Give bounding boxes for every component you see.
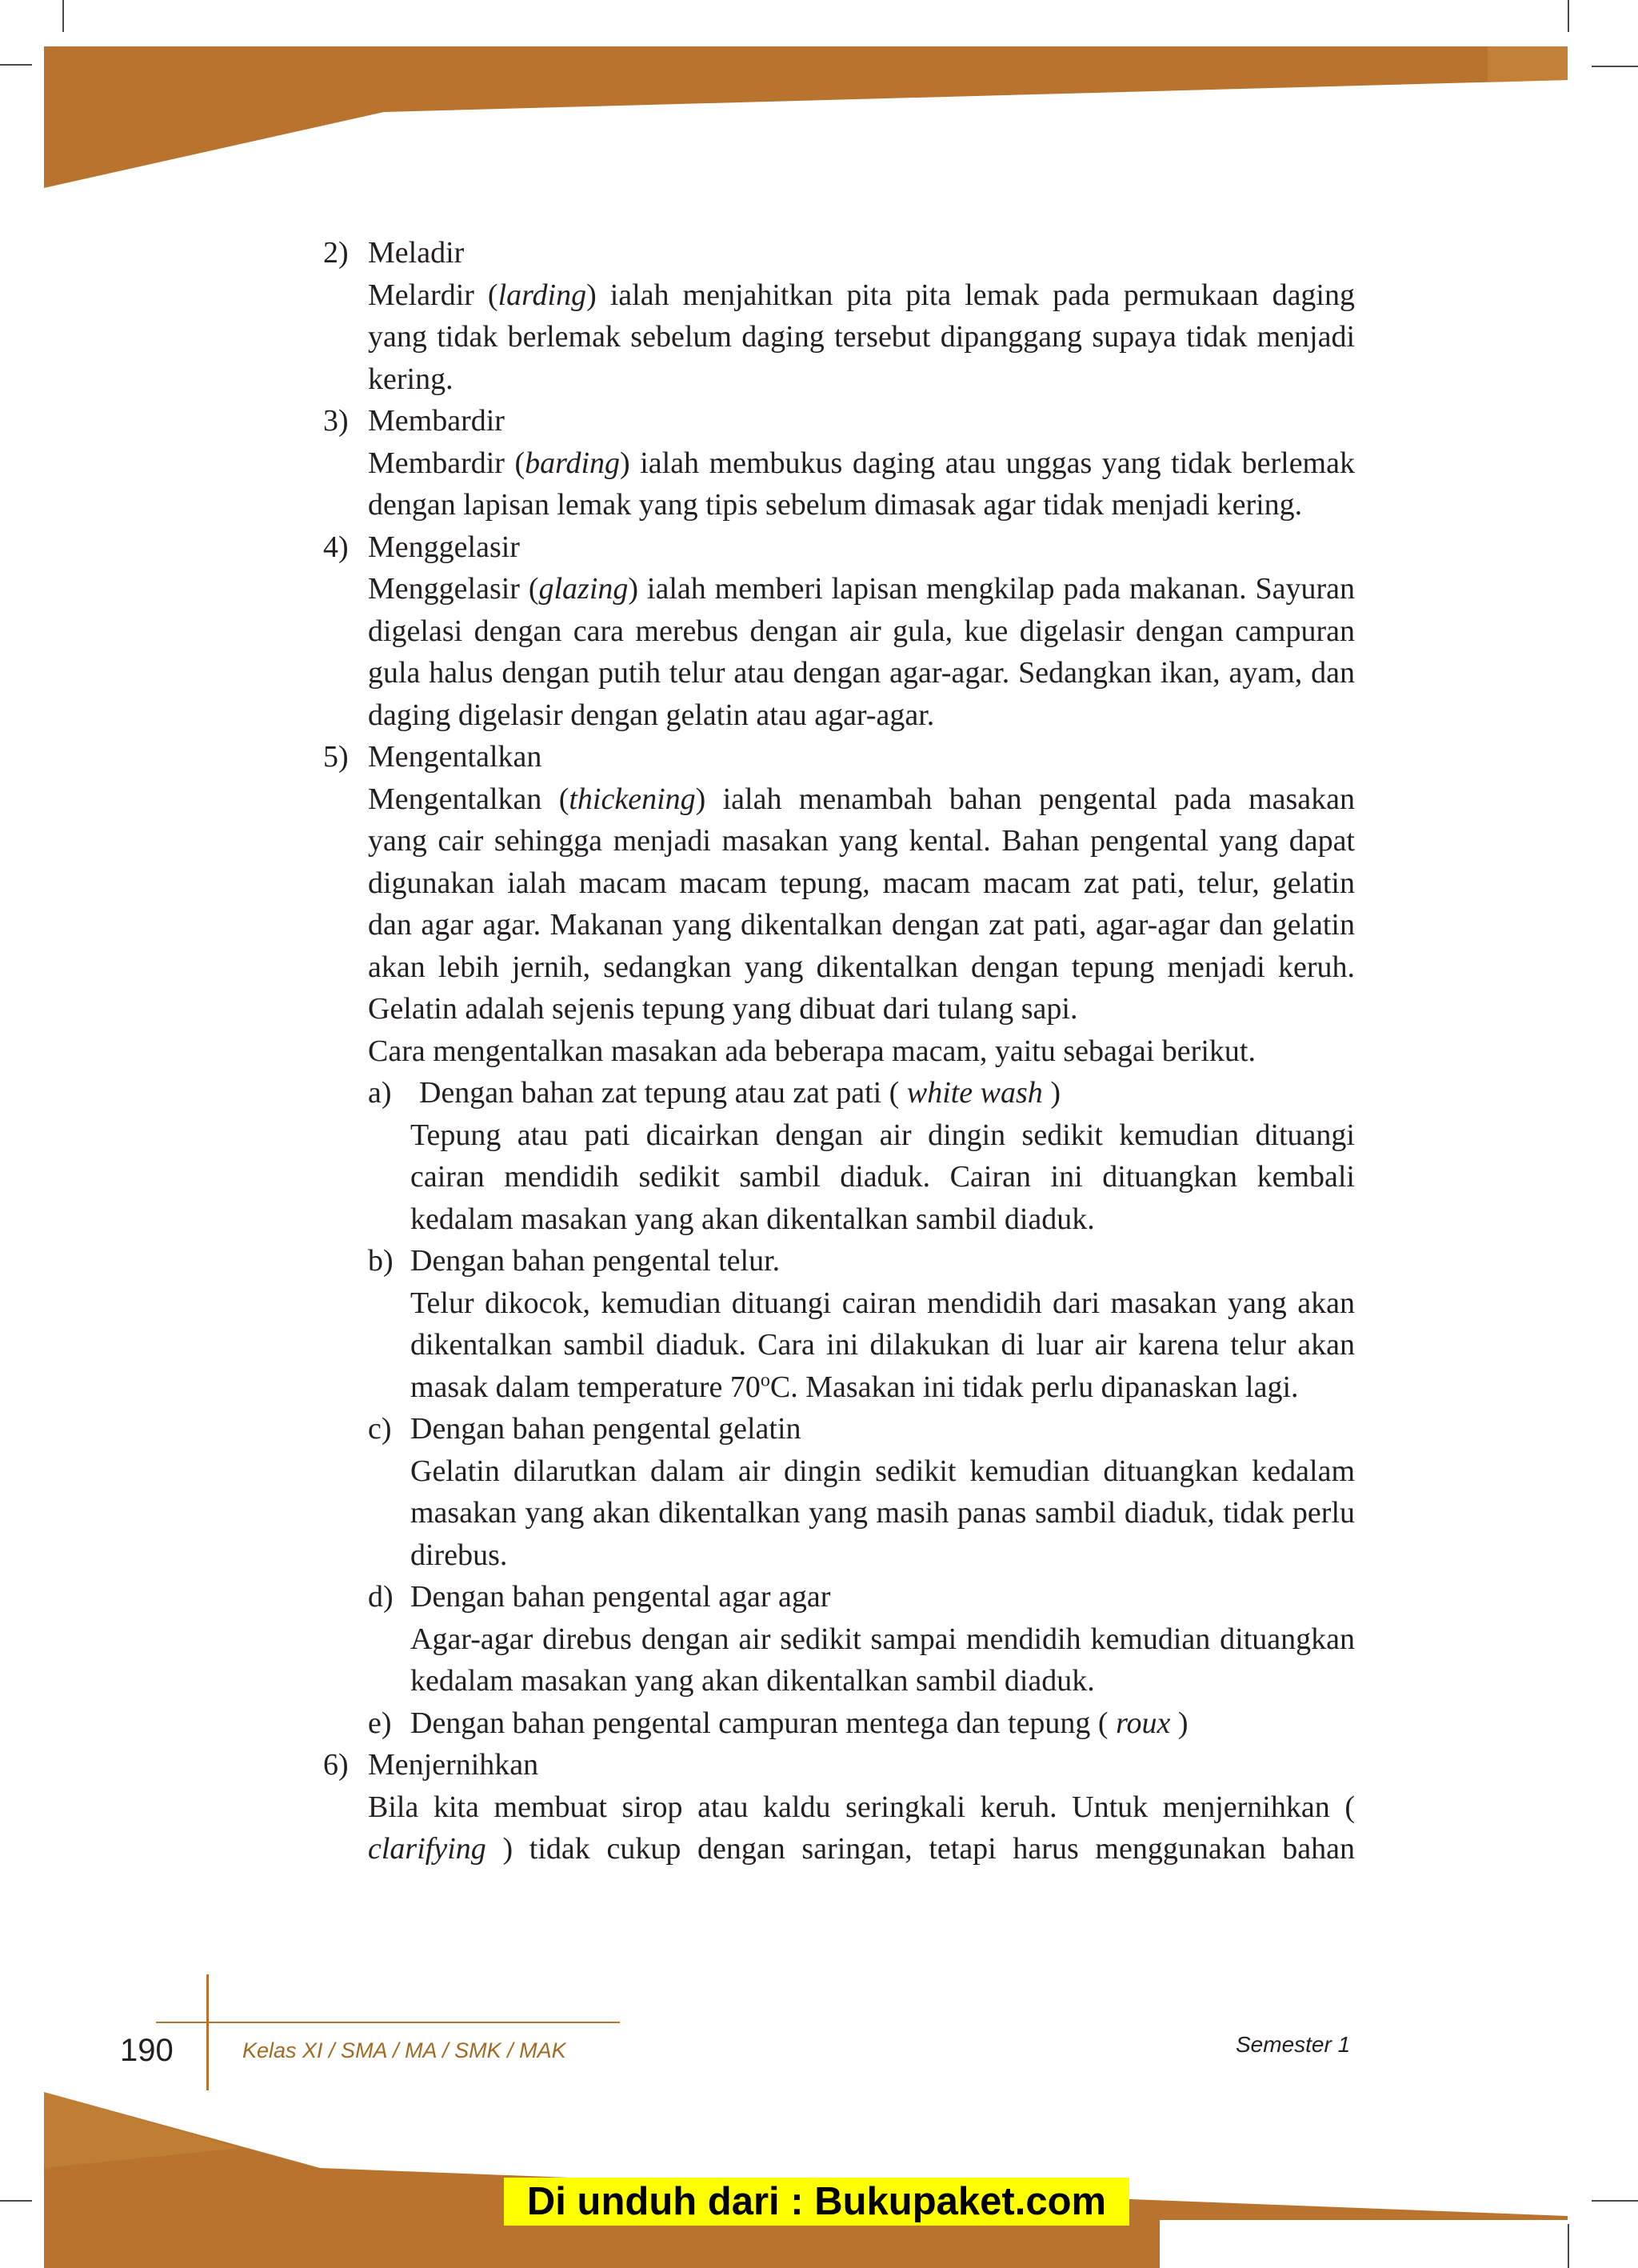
footer-horizontal-rule xyxy=(156,2022,620,2023)
footer-class-label: Kelas XI / SMA / MA / SMK / MAK xyxy=(242,2038,566,2062)
header-band xyxy=(0,0,1638,192)
sub-item-title: Dengan bahan pengental agar agar xyxy=(410,1580,831,1614)
item-number: 3) xyxy=(323,404,349,438)
sub-item-title: Dengan bahan pengental telur. xyxy=(410,1244,781,1278)
item-number: 6) xyxy=(323,1748,349,1782)
item-paragraph: Mengentalkan (thickening) ialah menambah bahan pengental pada masakan yang cair sehingga menjadi masakan yang kental. Bahan pengental yang dapat digunakan ialah macam macam tepung, macam macam zat pati, telur, gelatin dan agar agar. Makanan yang dikentalkan dengan zat pati, agar-agar dan gelatin akan lebih jernih, sedangkan yang dikentalkan dengan tepung menjadi keruh. Gelatin adalah sejenis tepung yang dibuat dari tulang sapi. xyxy=(368,782,1355,1026)
sub-item-letter: d) xyxy=(368,1580,394,1614)
list-item xyxy=(323,400,1355,526)
download-source-banner: Di unduh dari : Bukupaket.com xyxy=(504,2178,1129,2226)
sub-item-letter: c) xyxy=(368,1412,392,1446)
item-number: 2) xyxy=(323,236,349,270)
item-title: Menggelasir xyxy=(368,530,520,564)
item-paragraph: Melardir (larding) ialah menjahitkan pita pita lemak pada permukaan daging yang tidak berlemak sebelum daging tersebut dipanggang supaya tidak menjadi kering. xyxy=(368,278,1355,396)
sub-item-title: Dengan bahan zat tepung atau zat pati ( white wash ) xyxy=(419,1076,1061,1110)
item-paragraph: Cara mengentalkan masakan ada beberapa macam, yaitu sebagai berikut. xyxy=(368,1034,1256,1068)
footer-vertical-rule xyxy=(206,1974,209,2090)
list-item xyxy=(323,526,1355,737)
item-title: Meladir xyxy=(368,236,465,270)
footer-band xyxy=(0,2080,1638,2268)
item-title: Mengentalkan xyxy=(368,740,542,774)
sub-item-letter: e) xyxy=(368,1706,392,1740)
sub-item-title: Dengan bahan pengental gelatin xyxy=(410,1412,801,1446)
item-title: Menjernihkan xyxy=(368,1748,539,1782)
page-number: 190 xyxy=(120,2033,174,2068)
sub-item xyxy=(323,1072,1355,1240)
sub-item-paragraph: Gelatin dilarutkan dalam air dingin sedikit kemudian dituangkan kedalam masakan yang akan dikentalkan yang masih panas sambil diaduk, tidak perlu direbus. xyxy=(410,1454,1355,1572)
sub-item-paragraph: Tepung atau pati dicairkan dengan air dingin sedikit kemudian dituangi cairan mendidih sedikit sambil diaduk. Cairan ini dituangkan kembali kedalam masakan yang akan dikentalkan sambil diaduk. xyxy=(410,1118,1355,1236)
sub-item xyxy=(323,1702,1355,1745)
item-number: 4) xyxy=(323,530,349,564)
item-paragraph: Menggelasir (glazing) ialah memberi lapisan mengkilap pada makanan. Sayuran digelasi dengan cara merebus dengan air gula, kue digelasir dengan campuran gula halus dengan putih telur atau dengan agar-agar. Sedangkan ikan, ayam, dan daging digelasir dengan gelatin atau agar-agar. xyxy=(368,572,1355,732)
page-body xyxy=(323,232,1355,1870)
item-paragraph: Membardir (barding) ialah membukus daging atau unggas yang tidak berlemak dengan lapisan lemak yang tipis sebelum dimasak agar tidak menjadi kering. xyxy=(368,446,1355,522)
sub-item-letter: b) xyxy=(368,1244,394,1278)
sub-item-letter: a) xyxy=(368,1076,392,1110)
sub-item-paragraph: Agar-agar direbus dengan air sedikit sampai mendidih kemudian dituangkan kedalam masakan yang akan dikentalkan sambil diaduk. xyxy=(410,1622,1355,1698)
sub-item-paragraph: Telur dikocok, kemudian dituangi cairan mendidih dari masakan yang akan dikentalkan sambil diaduk. Cara ini dilakukan di luar air karena telur akan masak dalam temperature 70$^o$C. Masakan ini tidak perlu dipanaskan lagi. xyxy=(410,1286,1355,1404)
sub-item xyxy=(323,1240,1355,1408)
list-item xyxy=(323,1744,1355,1870)
list-item xyxy=(323,736,1355,1744)
list-item xyxy=(323,232,1355,400)
sub-item xyxy=(323,1408,1355,1576)
item-number: 5) xyxy=(323,740,349,774)
footer-semester-label: Semester 1 xyxy=(1236,2032,1351,2057)
sub-item xyxy=(323,1576,1355,1702)
item-title: Membardir xyxy=(368,404,505,438)
item-paragraph: Bila kita membuat sirop atau kaldu seringkali keruh. Untuk menjernihkan ( clarifying ) tidak cukup dengan saringan, tetapi harus menggunakan bahan xyxy=(368,1790,1355,1866)
sub-item-title: Dengan bahan pengental campuran mentega dan tepung ( roux ) xyxy=(410,1706,1189,1740)
